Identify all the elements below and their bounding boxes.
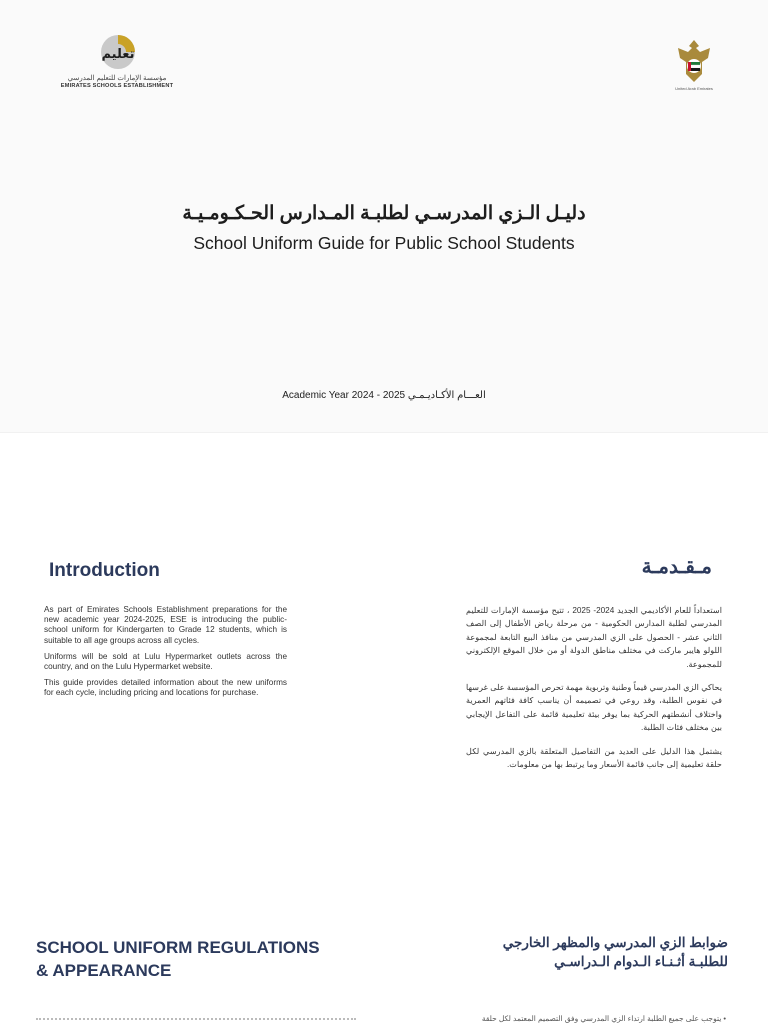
introduction-text-arabic <box>466 604 722 781</box>
academic-year: Academic Year 2024 - 2025 العـــام الأكـاديـمـي <box>282 390 486 401</box>
ese-logo <box>52 30 182 94</box>
cut-off-text-right: • يتوجب على جميع الطلبة ارتداء الزي المدرسي وفق التصميم المعتمد لكل حلقة <box>481 1014 726 1023</box>
regulations-heading-arabic-line: ضوابط الزي المدرسي والمظهر الخارجي <box>502 935 728 950</box>
intro-paragraph-arabic: يشتمل هذا الدليل على العديد من التفاصيل المتعلقة بالزي المدرسي لكل حلقة تعليمية إلى جانب قائمة الأسعار وما يرتبط بها من معلومات. <box>466 746 722 770</box>
section-divider <box>0 432 768 433</box>
intro-paragraph: This guide provides detailed information about the new uniforms for each cycle, including pricing and locations for purchase. <box>44 678 287 698</box>
intro-paragraph-arabic: يحاكي الزي المدرسي قيماً وطنية وتربوية مهمة تحرص المؤسسة على غرسها في نفوس الطلبة، وقد روعي في تصميمه أن يناسب كافة فئاتهم العمرية واختلاف أنشطتهم الحركية بما يوفر بيئة تعليمية قائمة على التفاعل الإيجابي بين مختلف فئات الطلبة. <box>466 683 722 733</box>
regulations-heading-line: & APPEARANCE <box>36 961 172 980</box>
introduction-heading: Introduction <box>49 560 160 581</box>
uae-emblem <box>672 38 716 94</box>
ese-name-arabic: مؤسسة الإمارات للتعليم المدرسي <box>67 75 167 82</box>
ese-name-english: EMIRATES SCHOOLS ESTABLISHMENT <box>60 83 174 89</box>
emblem-caption: United Arab Emirates <box>675 86 713 91</box>
falcon-emblem-icon <box>672 38 716 84</box>
regulations-heading-arabic <box>470 933 728 971</box>
title-english: School Uniform Guide for Public School Students <box>193 233 575 253</box>
intro-paragraph: As part of Emirates Schools Establishment preparations for the new academic year 2024-2025, ESE is introducing the public-school uniform for Kindergarten to Grade 12 students, which is suitable to all age groups across all cycles. <box>44 605 287 645</box>
intro-paragraph-arabic: استعداداً للعام الأكاديمي الجديد 2024- 2025 ، تتيح مؤسسة الإمارات للتعليم المدرسي لطلبة المدارس الحكومية - من مرحلة رياض الأطفال إلى الصف الثاني عشر - الحصول على الزي المدرسي من منافذ البيع التابعة لمجموعة اللولو هايبر ماركت في مختلف مناطق الدولة أو من خلال الموقع الإلكتروني للمجموعة. <box>466 606 722 669</box>
regulations-heading-line: SCHOOL UNIFORM REGULATIONS <box>36 938 320 957</box>
intro-paragraph: Uniforms will be sold at Lulu Hypermarket outlets across the country, and on the Lulu Hypermarket website. <box>44 651 287 672</box>
regulations-heading <box>36 936 366 982</box>
cut-off-text-left <box>36 1018 356 1023</box>
title-arabic: دليـل الـزي المدرسـي لطلبـة المـدارس الحـكـومـيـة <box>182 203 586 224</box>
introduction-heading-arabic: مـقـدمـة <box>641 556 712 578</box>
introduction-text-english <box>44 605 287 705</box>
ese-logo-mark <box>98 32 138 72</box>
regulations-heading-arabic-line: للطلبـة أثـنـاء الـدوام الـدراسـي <box>554 954 728 969</box>
ese-mark-text: تعليم <box>101 47 135 62</box>
